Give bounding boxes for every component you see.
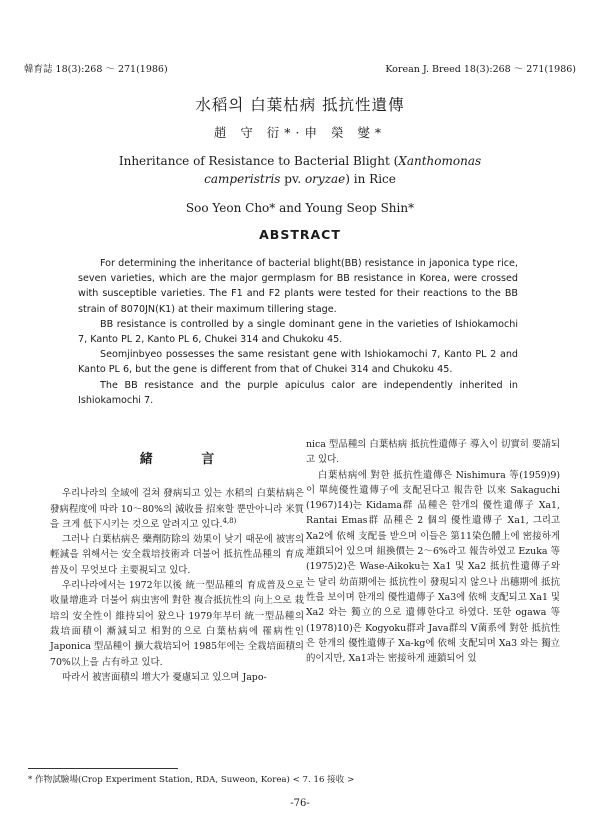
abstract-body	[78, 256, 518, 408]
title-en-line1: Inheritance of Resistance to Bacterial Blight (	[118, 154, 399, 168]
title-en-end: ) in Rice	[345, 172, 396, 186]
intro-paragraph-4: 따라서 被害面積의 增大가 憂慮되고 있으며 Japo-	[62, 671, 267, 683]
footnote-divider	[28, 768, 178, 769]
title-en-species: camperistris	[204, 172, 281, 186]
intro-p1-ref: 4,8)	[222, 516, 237, 525]
introduction-heading: 緒 言	[139, 452, 237, 467]
journal-header-english: Korean J. Breed 18(3):268 ～ 271(1986)	[385, 64, 576, 75]
abstract-paragraph-1: For determining the inheritance of bacterial blight(BB) resistance in japonica type rice, seven varieties, which are the major germplasm for BB resistance in Korea, were crossed with susceptible varieties. The F1 and F2 plants were tested for their reactions to the BB strain of 8070JN(K1) at their maximum tillering stage.	[78, 258, 518, 315]
footnote-affiliation: * 作物試驗場(Crop Experiment Station, RDA, Suweon, Korea) < 7. 16 接收 >	[28, 775, 355, 785]
page-number: -76-	[290, 798, 310, 809]
intro-paragraph-3: 우리나라에서는 1972年以後 統一型品種의 育成普及으로 收量增進과 더불어 病虫害에 對한 複合抵抗性의 向上으로 栽培의 安全性이 維持되어 왔으나 1979年부터 統一型品種의 栽培面積이 漸減되고 相對的으로 白葉枯病에 罹病性인 Japonica 型品種이 擴大栽培되어 1985年에는 全栽培面積의 70%以上을 占有하고 있다.	[50, 580, 304, 668]
intro-paragraph-5: 白葉枯病에 對한 抵抗性遺傳은 Nishimura 等(1959)9) 이 單純優性遺傳子에 支配된다고 報告한 以來 Sakaguchi (1967)14)는 Kidama群 品種은 한개의 優性遺傳子 Xa1, Rantai Emas群 品種은 2 個의 優性遺傳子 Xa1, 그리고 Xa2에 依해 支配를 받으며 이들은 第11染色體上에 密接하게 連鎖되어 있으며 組換價는 2～6%라고 報告하였고 Ezuka 等(1975)2)은 Wase-Aikoku는 Xa1 및 Xa2 抵抗性遺傳子와는 달리 幼苗期에는 抵抗性이 發現되지 않으나 出穗期에 抵抗性을 보이며 한개의 優性遺傳子 Xa3에 依해 支配되고 Xa1 및 Xa2 와는 獨立的으로 遺傳한다고 하였다. 또한 ogawa 等(1978)10)은 Kogyoku群과 Java群의 V菌系에 對한 抵抗性은 한개의 優性遺傳子 Xa-kg에 依해 支配되며 Xa3 와는 獨立的이지만, Xa1과는 密接하게 連鎖되어 있	[306, 469, 560, 665]
intro-p1-text: 우리나라의 全域에 걸쳐 發病되고 있는 水稻의 白葉枯病은 發病程度에 따라 10～80%의 減收를 招來할 뿐만아니라 米質을 크게 低下시키는 것으로 알려지고 있다.	[50, 488, 304, 530]
right-column	[306, 437, 560, 666]
authors-english: Soo Yeon Cho* and Young Seop Shin*	[185, 201, 415, 215]
abstract-paragraph-2: BB resistance is controlled by a single dominant gene in the varieties of Ishiokamochi 7, Kanto PL 2, Kanto PL 6, Chukei 314 and Chukoku 45.	[78, 318, 518, 346]
paper-title-korean: 水稻의 白葉枯病 抵抗性遺傳	[195, 96, 405, 114]
title-en-pathovar: oryzae	[304, 172, 346, 186]
authors-korean: 趙 守 衍*·申 榮 燮*	[213, 125, 387, 140]
intro-paragraph-1	[50, 486, 304, 532]
journal-header-korean: 韓育誌 18(3):268 ～ 271(1986)	[24, 64, 168, 75]
title-en-pv: pv.	[280, 172, 305, 186]
paper-title-english	[60, 152, 540, 188]
intro-paragraph-4-continued: nica 型品種의 白葉枯病 抵抗性遺傳子 導入이 切實히 要請되고 있다.	[306, 439, 560, 466]
abstract-paragraph-3: Seomjinbyeo possesses the same resistant gene with Ishiokamochi 7, Kanto PL 2 and Kanto PL 6, but the gene is different from that of Chukei 314 and Chukoku 45.	[78, 349, 518, 376]
intro-paragraph-2: 그러나 白葉枯病은 藥劑防除의 効果이 낮기 때문에 被害의 輕減을 위해서는 安全栽培技術과 더불어 抵抗性品種의 育成普及이 무엇보다 主要視되고 있다.	[50, 534, 304, 576]
abstract-paragraph-4: The BB resistance and the purple apiculus calor are independently inherited in Ishiokamochi 7.	[78, 379, 518, 406]
abstract-heading: ABSTRACT	[259, 227, 341, 242]
title-en-genus: Xanthomonas	[398, 154, 482, 168]
left-column	[50, 452, 304, 685]
